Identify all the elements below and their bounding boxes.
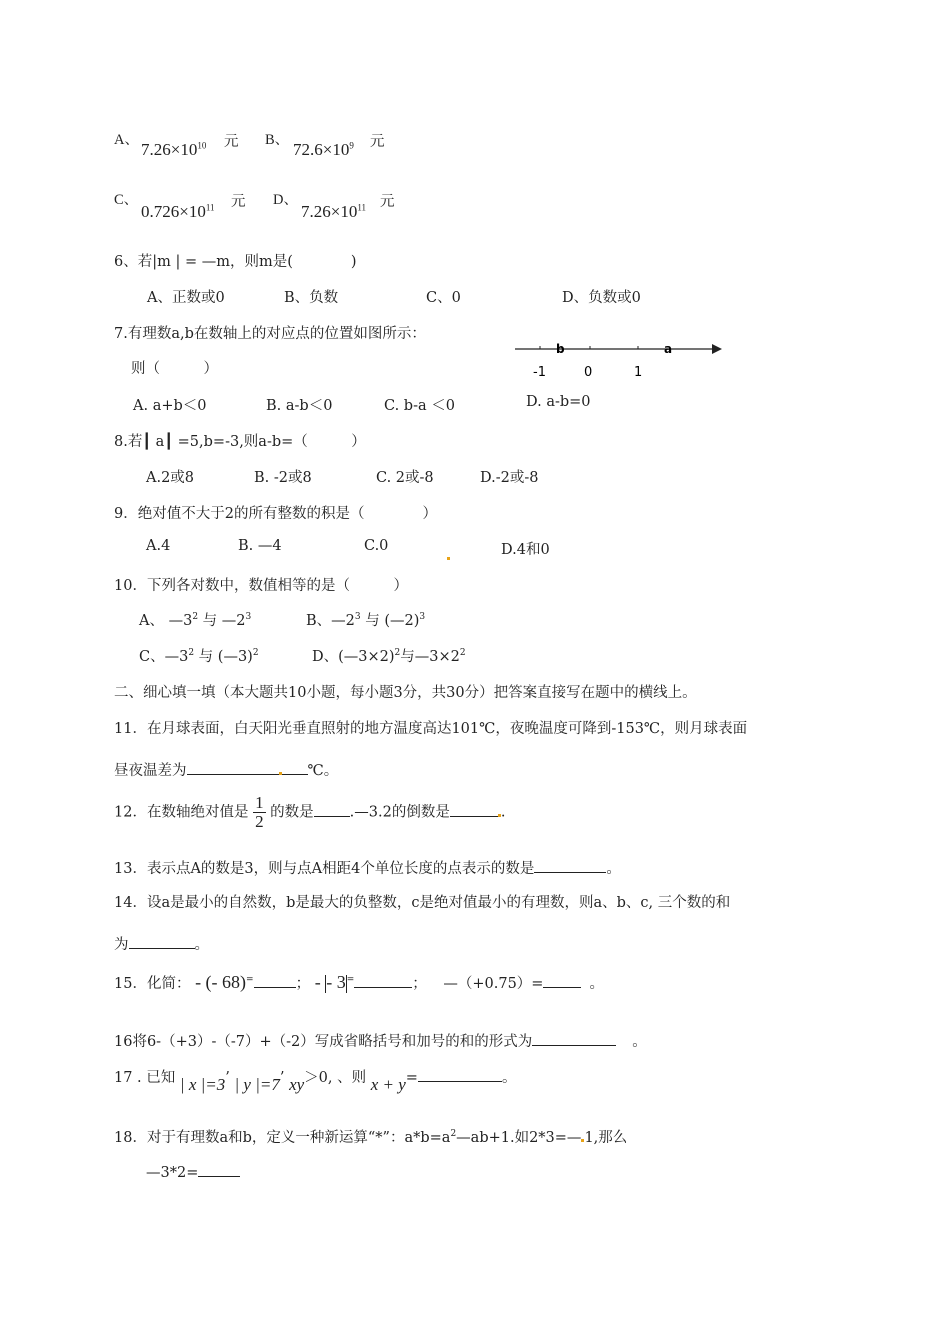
q5-c-expr: [141, 202, 215, 222]
number-line-diagram: [510, 338, 730, 384]
q5-c-times: ×10: [179, 202, 206, 221]
q9-option-d: D.4和0: [501, 542, 550, 558]
q10-d-exp1: 2: [394, 648, 401, 659]
q15-expr2-sign: -: [314, 972, 326, 992]
q10-c-part2: 与 (—3): [194, 649, 253, 665]
q10-a-part2: 与 —2: [198, 613, 246, 629]
q5-a-times: ×10: [170, 140, 198, 159]
q12-end: .: [500, 804, 506, 821]
q5-c-exp: 11: [205, 202, 215, 213]
point-b-label: b: [556, 342, 565, 356]
number-line-arrow: [712, 344, 722, 354]
q12-mid2: .—3.2的倒数是: [349, 804, 450, 821]
q8-option-a: A.2或8: [146, 470, 195, 486]
q10-b-part2: 与 (—2): [360, 613, 420, 629]
q5-b-unit: 元: [370, 134, 385, 150]
q10-c-exp2: 2: [252, 648, 259, 659]
q9-option-c: C.0: [364, 538, 389, 554]
q10-a-exp2: 3: [245, 612, 252, 623]
q15-line: [114, 972, 604, 993]
q18-exp: 2: [450, 1129, 457, 1140]
q7-option-c: C. b-a ＜0: [384, 398, 455, 414]
q10-c-exp1: 2: [188, 648, 195, 659]
q5-b-exp: 9: [349, 140, 354, 151]
q15-eq1: =: [246, 975, 254, 986]
q12-mid: 的数是: [270, 804, 314, 821]
q17-condition: ＞0, 、则: [304, 1070, 367, 1086]
q5-c-mantissa: 0.726: [141, 202, 180, 221]
q5-d-times: ×10: [330, 202, 358, 221]
q13-blank[interactable]: [534, 858, 606, 873]
q10-a-exp1: 2: [192, 612, 199, 623]
q15-end: 。: [589, 976, 604, 992]
q5-c-label: C、: [114, 192, 139, 208]
q10-b-exp2: 3: [419, 612, 426, 623]
q10-b-part1: B、—2: [306, 613, 355, 629]
q10-c-part1: C、—3: [139, 649, 189, 665]
q15-expr2: - 3: [326, 972, 346, 992]
q17-comma2: ’: [279, 1070, 285, 1086]
q5-b-times: ×10: [322, 140, 350, 159]
q12-blank-1[interactable]: [314, 802, 350, 817]
q9-option-b: B. —4: [238, 538, 282, 554]
q15-eq2: =: [346, 975, 355, 986]
q17-abs-y: | y |=7: [234, 1075, 280, 1094]
q17-blank[interactable]: [418, 1067, 502, 1082]
q8-option-b: B. -2或8: [254, 470, 312, 486]
q15-blank-2[interactable]: [354, 973, 412, 988]
q17-line: [114, 1066, 517, 1094]
q15-blank-3[interactable]: [543, 973, 581, 988]
q15-sep2: ；: [412, 976, 427, 992]
q14-prefix: 为: [114, 937, 129, 953]
q10-option-d: [312, 645, 466, 666]
q14-line2: [114, 933, 209, 954]
q18-blank[interactable]: [198, 1162, 240, 1177]
tick-label-1: 1: [634, 365, 643, 380]
q10-option-a: [139, 609, 251, 630]
q15-expr1: - (- 68): [195, 972, 247, 992]
q5-a-label: A、: [114, 132, 139, 148]
q17-xy: xy: [289, 1075, 305, 1094]
q16-line: [114, 1030, 647, 1051]
q17-x-plus-y: x + y: [370, 1075, 406, 1094]
q17-abs-x: | x |=3: [179, 1075, 226, 1094]
q6-stem: 6、若|m | = —m，则m是( ): [114, 254, 357, 270]
q12-denominator: 2: [255, 812, 264, 831]
q5-d-unit: 元: [380, 194, 395, 210]
q5-a-exp: 10: [197, 140, 207, 151]
q18-text1: 18．对于有理数a和b，定义一种新运算“*”：a*b=a: [114, 1130, 451, 1146]
q14-blank[interactable]: [129, 934, 195, 949]
q10-option-b: [306, 609, 425, 630]
q5-a-mantissa: 7.26: [141, 140, 171, 159]
q7-stem: 7.有理数a,b在数轴上的对应点的位置如图所示：: [114, 326, 426, 342]
q17-prefix: 17 . 已知: [114, 1070, 176, 1086]
q12-numerator: 1: [255, 793, 264, 812]
q15-prefix: 15．化简：: [114, 976, 191, 992]
q18-line1: [114, 1126, 627, 1147]
q6-option-c: C、0: [426, 290, 461, 306]
q11-blank-2[interactable]: [282, 760, 308, 775]
q5-a-unit: 元: [224, 134, 239, 150]
q11-line1: 11．在月球表面，白天阳光垂直照射的地方温度高达101℃，夜晚温度可降到-153℃，则月球表面: [114, 721, 748, 737]
q5-option-a: [114, 128, 139, 149]
q10-option-c: [139, 645, 259, 666]
q15-sep1: ；: [295, 976, 311, 992]
tick-label-0: 0: [584, 365, 593, 380]
q7-option-d: D. a-b=0: [526, 394, 591, 410]
q5-a-expr: [141, 140, 206, 160]
q17-end: 。: [501, 1070, 517, 1086]
q18-expr: —3*2=: [146, 1165, 199, 1181]
q8-option-c: C. 2或-8: [376, 470, 434, 486]
q11-blank[interactable]: [187, 760, 279, 775]
q10-b-exp1: 3: [354, 612, 361, 623]
q5-b-mantissa: 72.6: [293, 140, 323, 159]
q7-option-a: A. a+b＜0: [133, 398, 207, 414]
q14-end: 。: [194, 937, 209, 953]
q12-fraction: [253, 794, 266, 831]
q16-text: 16将6-（+3）-（-7）+（-2）写成省略括号和加号的和的形式为: [114, 1034, 533, 1050]
q6-option-d: D、负数或0: [562, 290, 641, 306]
q13-line: [114, 857, 621, 878]
q5-d-exp: 11: [357, 202, 367, 213]
q5-d-label: D、: [273, 192, 298, 208]
q14-line1: 14．设a是最小的自然数，b是最大的负整数，c是绝对值最小的有理数，则a、b、c, 三个数的和: [114, 895, 731, 911]
q15-blank-1[interactable]: [254, 973, 296, 988]
q11-prefix: 昼夜温差为: [114, 763, 187, 779]
q5-c-unit: 元: [231, 194, 246, 210]
q6-option-b: B、负数: [284, 290, 339, 306]
q18-line2: [146, 1162, 240, 1181]
q13-text: 13．表示点A的数是3，则与点A相距4个单位长度的点表示的数是: [114, 861, 535, 877]
q12-blank-2[interactable]: [450, 802, 498, 817]
q7-option-b: B. a-b＜0: [266, 398, 333, 414]
q15-expr3: —（+0.75）=: [443, 976, 544, 992]
q18-text3: 1,那么: [584, 1130, 628, 1146]
q10-d-part2: 与—3×2: [400, 649, 460, 665]
q17-eq: =: [405, 1070, 418, 1086]
q10-d-exp2: 2: [459, 648, 466, 659]
q16-end: 。: [632, 1034, 647, 1050]
q7-ze: 则（ ）: [131, 361, 218, 377]
point-a-label: a: [664, 342, 673, 356]
tick-label-neg1: -1: [533, 365, 546, 380]
q11-line2: [114, 759, 338, 780]
q10-a-part1: A、 —3: [139, 613, 193, 629]
q5-d-expr: [301, 202, 366, 222]
section2-heading: 二、细心填一填（本大题共10小题，每小题3分，共30分）把答案直接写在题中的横线上。: [114, 685, 697, 701]
q17-comma1: ’: [225, 1070, 230, 1086]
q8-option-d: D.-2或-8: [480, 470, 539, 486]
q8-stem: 8.若┃ a┃ =5,b=-3,则a-b=（ ）: [114, 434, 366, 450]
q11-unit: ℃。: [307, 763, 339, 779]
q10-d-part1: D、(—3×2): [312, 649, 395, 665]
q9-stem: 9．绝对值不大于2的所有整数的积是（ ）: [114, 506, 437, 522]
mark-dot: [447, 548, 450, 564]
q12-line: [114, 794, 505, 831]
q6-option-a: A、正数或0: [147, 290, 225, 306]
q9-option-a: A.4: [146, 538, 171, 554]
q18-text2: —ab+1.如2*3=—: [456, 1130, 582, 1146]
q12-prefix: 12．在数轴绝对值是: [114, 804, 249, 821]
q5-b-expr: [293, 140, 354, 160]
q13-end: 。: [606, 861, 621, 877]
q16-blank[interactable]: [532, 1031, 616, 1046]
q5-b-label: B、: [265, 132, 290, 148]
q10-stem: 10．下列各对数中，数值相等的是（ ）: [114, 578, 408, 594]
q5-d-mantissa: 7.26: [301, 202, 331, 221]
